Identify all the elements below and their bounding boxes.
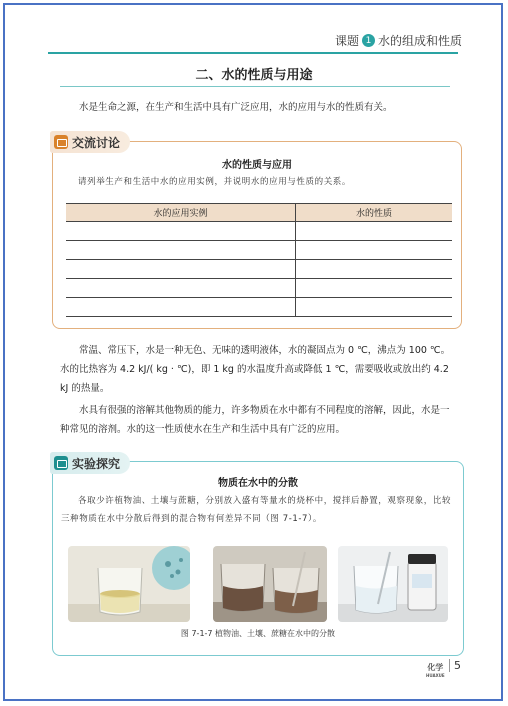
table-cell[interactable]: [296, 279, 452, 298]
solvent-paragraph: 水具有很强的溶解其他物质的能力，许多物质在水中都有不同程度的溶解，因此，水是一种常见的溶剂。水的这一性质使水在生产和生活中具有广泛的应用。: [60, 405, 450, 435]
experiment-title: 物质在水中的分散: [218, 478, 298, 489]
table-cell[interactable]: [296, 298, 452, 317]
table-header-cell: 水的应用实例: [66, 204, 296, 222]
table-row: [66, 241, 452, 260]
table-cell[interactable]: [296, 260, 452, 279]
chapter-header: [335, 32, 462, 49]
water-property-table: [66, 203, 452, 317]
table-header-row: [66, 204, 452, 222]
experiment-tag: [50, 452, 130, 474]
table-cell[interactable]: [66, 222, 296, 241]
page-number: 5: [449, 659, 461, 672]
table-cell[interactable]: [66, 241, 296, 260]
flask-icon: [54, 456, 68, 470]
section-title: 二、水的性质与用途: [195, 68, 313, 83]
experiment-tag-label: 实验探究: [72, 456, 121, 471]
figure-caption: 图 7-1-7 植物油、土壤、蔗糖在水中的分散: [180, 629, 336, 638]
table-cell[interactable]: [66, 260, 296, 279]
table-row: [66, 298, 452, 317]
physical-properties-paragraph: 常温、常压下，水是一种无色、无味的透明液体，水的凝固点为 0 ℃，沸点为 100 ℃。水的比热容为 4.2 kJ/( kg · ℃)，即 1 kg 的水温度升高或降低 1 ℃，需要吸收或放出约 4.2 kJ 的热量。: [60, 345, 451, 394]
topic-number-badge: 1: [362, 34, 375, 47]
discussion-tag: [50, 131, 130, 153]
discussion-tag-label: 交流讨论: [72, 135, 121, 150]
table-cell[interactable]: [296, 222, 452, 241]
experiment-text: 各取少许植物油、土壤与蔗糖，分别放入盛有等量水的烧杯中，搅拌后静置，观察现象，比较三种物质在水中分散后得到的混合物有何差异不同（图 7-1-7）。: [61, 496, 452, 524]
table-cell[interactable]: [66, 279, 296, 298]
soil-beaker-photo: [213, 546, 327, 622]
oil-beaker-photo: [68, 546, 190, 622]
table-cell[interactable]: [66, 298, 296, 317]
logo-subtext: HUAXUE: [426, 673, 445, 678]
table-header-cell: 水的性质: [296, 204, 452, 222]
title-rule: [60, 86, 450, 87]
intro-paragraph: 水是生命之源，在生产和生活中具有广泛应用，水的应用与水的性质有关。: [79, 102, 393, 113]
discussion-instruction: 请列举生产和生活中水的应用实例，并说明水的应用与性质的关系。: [78, 177, 352, 187]
header-prefix: 课题: [334, 34, 359, 48]
discussion-icon: [54, 135, 68, 149]
table-cell[interactable]: [296, 241, 452, 260]
discussion-title: 水的性质与应用: [222, 160, 292, 171]
table-row: [66, 222, 452, 241]
table-row: [66, 260, 452, 279]
sugar-beaker-photo: [338, 546, 448, 622]
textbook-logo: [426, 664, 445, 680]
logo-text: 化学: [427, 663, 444, 672]
header-title: 水的组成和性质: [377, 34, 462, 48]
header-rule: [48, 52, 458, 54]
table-row: [66, 279, 452, 298]
